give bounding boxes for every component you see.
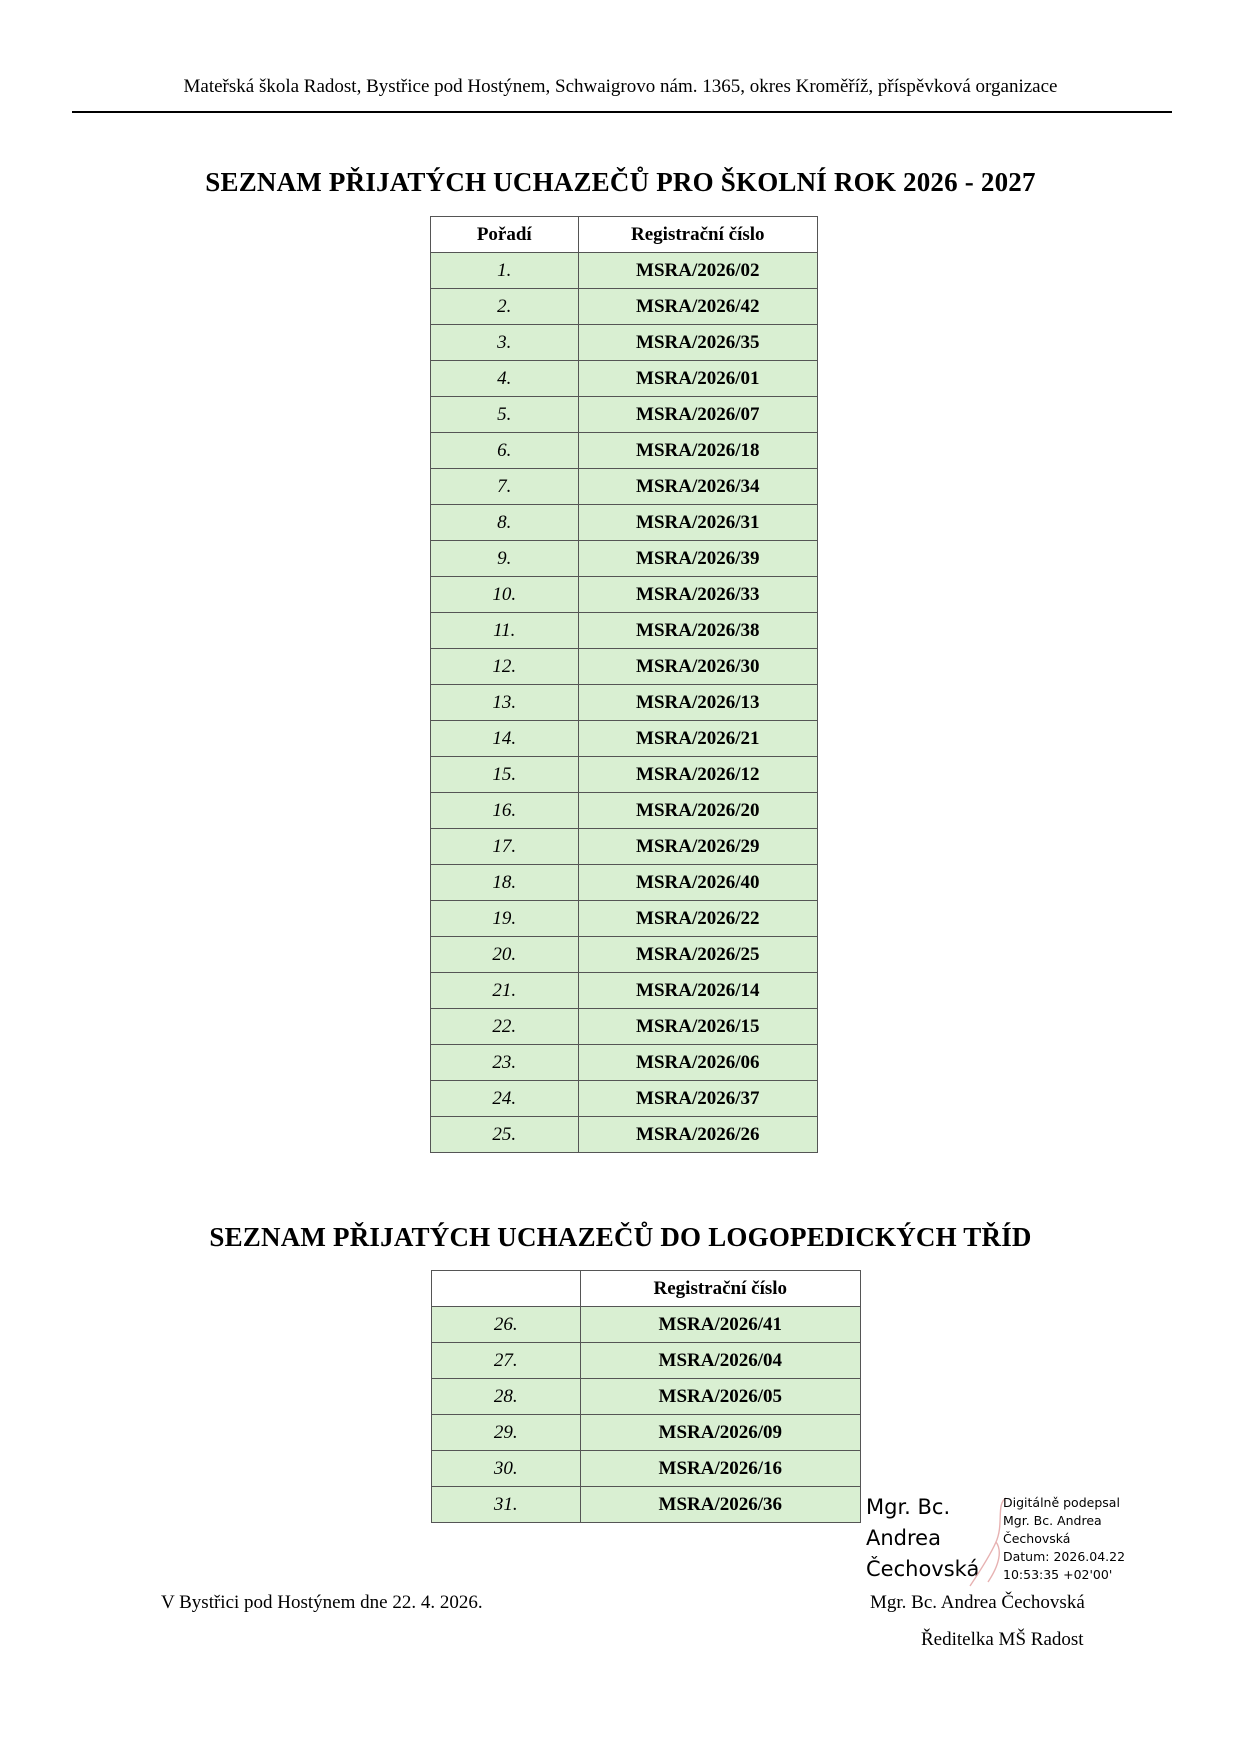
column-header-order xyxy=(432,1271,581,1307)
registration-number-cell: MSRA/2026/39 xyxy=(578,541,817,577)
table-row xyxy=(431,1081,818,1117)
registration-number-cell: MSRA/2026/05 xyxy=(580,1379,860,1415)
registration-number-cell: MSRA/2026/29 xyxy=(578,829,817,865)
order-cell: 19. xyxy=(431,901,579,937)
registration-number-cell: MSRA/2026/34 xyxy=(578,469,817,505)
organization-header: Mateřská škola Radost, Bystřice pod Hostýnem, Schwaigrovo nám. 1365, okres Kroměříž, příspěvková organizace xyxy=(183,76,1058,97)
table-row xyxy=(431,361,818,397)
table-header-row xyxy=(432,1271,861,1307)
signature-detail-line: 10:53:35 +02'00' xyxy=(1003,1567,1113,1582)
registration-number-cell: MSRA/2026/20 xyxy=(578,793,817,829)
table-row xyxy=(431,541,818,577)
signature-line: Čechovská xyxy=(866,1557,980,1581)
table-row xyxy=(431,577,818,613)
table-row xyxy=(431,1009,818,1045)
registration-number-cell: MSRA/2026/26 xyxy=(578,1117,817,1153)
order-cell: 24. xyxy=(431,1081,579,1117)
registration-number-cell: MSRA/2026/15 xyxy=(578,1009,817,1045)
table-row xyxy=(431,469,818,505)
registration-number-cell: MSRA/2026/30 xyxy=(578,649,817,685)
digital-signature-stamp xyxy=(866,1492,1166,1592)
order-cell: 11. xyxy=(431,613,579,649)
order-cell: 16. xyxy=(431,793,579,829)
speech-therapy-applicants-table xyxy=(431,1270,861,1523)
order-cell: 9. xyxy=(431,541,579,577)
order-cell: 25. xyxy=(431,1117,579,1153)
table-row xyxy=(432,1307,861,1343)
order-cell: 29. xyxy=(432,1415,581,1451)
table-row xyxy=(432,1415,861,1451)
table-row xyxy=(431,289,818,325)
order-cell: 13. xyxy=(431,685,579,721)
order-cell: 20. xyxy=(431,937,579,973)
table-row xyxy=(431,793,818,829)
order-cell: 27. xyxy=(432,1343,581,1379)
registration-number-cell: MSRA/2026/16 xyxy=(580,1451,860,1487)
registration-number-cell: MSRA/2026/14 xyxy=(578,973,817,1009)
table-row xyxy=(431,829,818,865)
order-cell: 14. xyxy=(431,721,579,757)
order-cell: 23. xyxy=(431,1045,579,1081)
registration-number-cell: MSRA/2026/40 xyxy=(578,865,817,901)
table-row xyxy=(431,649,818,685)
registration-number-cell: MSRA/2026/31 xyxy=(578,505,817,541)
order-cell: 8. xyxy=(431,505,579,541)
signature-line: Mgr. Bc. xyxy=(866,1495,951,1519)
section2-title: SEZNAM PŘIJATÝCH UCHAZEČŮ DO LOGOPEDICKÝCH TŘÍD xyxy=(209,1222,1032,1252)
table-row xyxy=(431,505,818,541)
accepted-applicants-table xyxy=(430,216,818,1153)
table-header-row xyxy=(431,217,818,253)
table-row xyxy=(431,685,818,721)
signature-detail-line: Digitálně podepsal xyxy=(1003,1495,1120,1510)
registration-number-cell: MSRA/2026/38 xyxy=(578,613,817,649)
table-row xyxy=(432,1379,861,1415)
order-cell: 1. xyxy=(431,253,579,289)
registration-number-cell: MSRA/2026/18 xyxy=(578,433,817,469)
table-row xyxy=(431,613,818,649)
table-row xyxy=(431,721,818,757)
column-header-order: Pořadí xyxy=(431,217,579,253)
table-row xyxy=(431,433,818,469)
registration-number-cell: MSRA/2026/37 xyxy=(578,1081,817,1117)
table-row xyxy=(431,1045,818,1081)
signature-line: Andrea xyxy=(866,1526,941,1550)
signature-detail-line: Datum: 2026.04.22 xyxy=(1003,1549,1126,1564)
registration-number-cell: MSRA/2026/12 xyxy=(578,757,817,793)
registration-number-cell: MSRA/2026/04 xyxy=(580,1343,860,1379)
signer-name: Mgr. Bc. Andrea Čechovská xyxy=(870,1592,1085,1613)
table-row xyxy=(431,757,818,793)
order-cell: 21. xyxy=(431,973,579,1009)
signature-detail-line: Čechovská xyxy=(1003,1531,1071,1546)
order-cell: 28. xyxy=(432,1379,581,1415)
table-row xyxy=(431,865,818,901)
order-cell: 7. xyxy=(431,469,579,505)
registration-number-cell: MSRA/2026/35 xyxy=(578,325,817,361)
table-row xyxy=(431,901,818,937)
table-row xyxy=(431,937,818,973)
order-cell: 6. xyxy=(431,433,579,469)
order-cell: 22. xyxy=(431,1009,579,1045)
registration-number-cell: MSRA/2026/33 xyxy=(578,577,817,613)
column-header-registration: Registrační číslo xyxy=(580,1271,860,1307)
header-divider xyxy=(72,111,1172,113)
registration-number-cell: MSRA/2026/01 xyxy=(578,361,817,397)
order-cell: 18. xyxy=(431,865,579,901)
signature-name-large xyxy=(866,1492,979,1585)
order-cell: 10. xyxy=(431,577,579,613)
registration-number-cell: MSRA/2026/21 xyxy=(578,721,817,757)
order-cell: 12. xyxy=(431,649,579,685)
table-row xyxy=(431,253,818,289)
table-row xyxy=(432,1343,861,1379)
table-row xyxy=(431,973,818,1009)
registration-number-cell: MSRA/2026/22 xyxy=(578,901,817,937)
order-cell: 3. xyxy=(431,325,579,361)
registration-number-cell: MSRA/2026/42 xyxy=(578,289,817,325)
registration-number-cell: MSRA/2026/07 xyxy=(578,397,817,433)
registration-number-cell: MSRA/2026/25 xyxy=(578,937,817,973)
order-cell: 15. xyxy=(431,757,579,793)
signer-role: Ředitelka MŠ Radost xyxy=(921,1629,1084,1650)
registration-number-cell: MSRA/2026/02 xyxy=(578,253,817,289)
registration-number-cell: MSRA/2026/41 xyxy=(580,1307,860,1343)
order-cell: 26. xyxy=(432,1307,581,1343)
signature-details xyxy=(1003,1494,1125,1584)
order-cell: 17. xyxy=(431,829,579,865)
registration-number-cell: MSRA/2026/13 xyxy=(578,685,817,721)
order-cell: 5. xyxy=(431,397,579,433)
registration-number-cell: MSRA/2026/36 xyxy=(580,1487,860,1523)
section1-title: SEZNAM PŘIJATÝCH UCHAZEČŮ PRO ŠKOLNÍ ROK 2026 - 2027 xyxy=(205,167,1036,197)
table-row xyxy=(431,397,818,433)
table-row xyxy=(432,1487,861,1523)
signature-detail-line: Mgr. Bc. Andrea xyxy=(1003,1513,1102,1528)
order-cell: 4. xyxy=(431,361,579,397)
table-row xyxy=(431,325,818,361)
place-and-date: V Bystřici pod Hostýnem dne 22. 4. 2026. xyxy=(161,1592,483,1613)
table-row xyxy=(431,1117,818,1153)
column-header-registration: Registrační číslo xyxy=(578,217,817,253)
table-row xyxy=(432,1451,861,1487)
order-cell: 2. xyxy=(431,289,579,325)
registration-number-cell: MSRA/2026/06 xyxy=(578,1045,817,1081)
registration-number-cell: MSRA/2026/09 xyxy=(580,1415,860,1451)
order-cell: 31. xyxy=(432,1487,581,1523)
order-cell: 30. xyxy=(432,1451,581,1487)
